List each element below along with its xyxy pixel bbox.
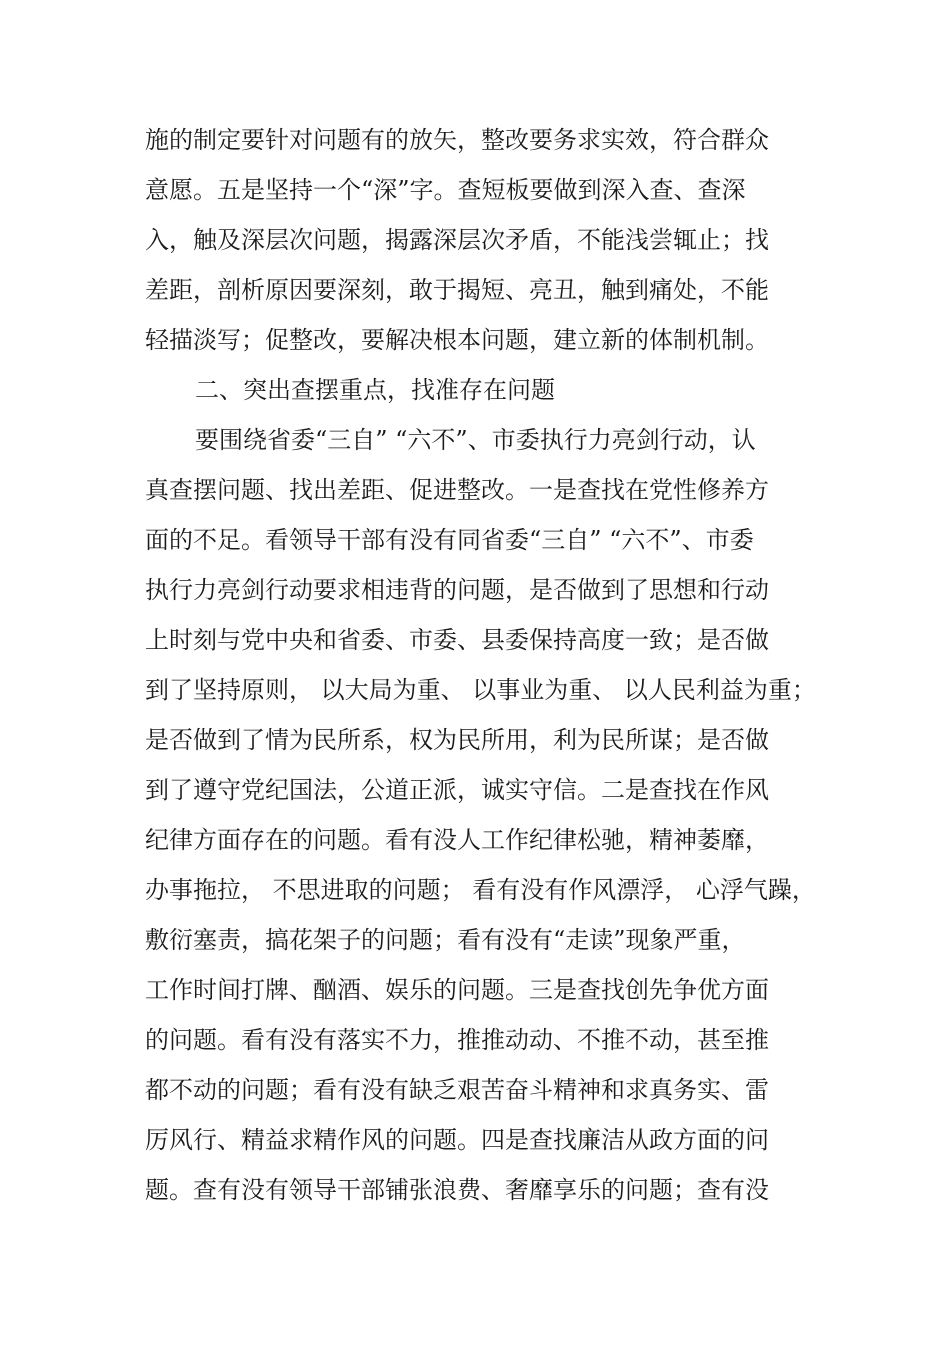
paragraph-line: 的问题。看有没有落实不力，推推动动、不推不动，甚至推 <box>145 1026 769 1054</box>
paragraph-line: 是否做到了情为民所系，权为民所用，利为民所谋；是否做 <box>145 726 769 754</box>
paragraph-line: 敷衍塞责，搞花架子的问题；看有没有“走读”现象严重， <box>145 926 746 954</box>
paragraph-line: 纪律方面存在的问题。看有没人工作纪律松驰，精神萎靡， <box>145 826 769 854</box>
paragraph-line: 要围绕省委“三自” “六不”、市委执行力亮剑行动，认 <box>195 426 756 454</box>
paragraph-line: 真查摆问题、找出差距、促进整改。一是查找在党性修养方 <box>145 476 769 504</box>
paragraph-line: 入，触及深层次问题，揭露深层次矛盾，不能浅尝辄止；找 <box>145 226 769 254</box>
paragraph-line: 意愿。五是坚持一个“深”字。查短板要做到深入查、查深 <box>145 176 746 204</box>
paragraph-line: 上时刻与党中央和省委、市委、县委保持高度一致；是否做 <box>145 626 769 654</box>
paragraph-line: 执行力亮剑行动要求相违背的问题，是否做到了思想和行动 <box>145 576 769 604</box>
paragraph-line: 题。查有没有领导干部铺张浪费、奢靡享乐的问题；查有没 <box>145 1176 769 1204</box>
paragraph-line: 施的制定要针对问题有的放矢，整改要务求实效，符合群众 <box>145 126 769 154</box>
paragraph-line: 厉风行、精益求精作风的问题。四是查找廉洁从政方面的问 <box>145 1126 769 1154</box>
paragraph-line: 到了遵守党纪国法，公道正派，诚实守信。二是查找在作风 <box>145 776 769 804</box>
section-heading: 二、突出查摆重点，找准存在问题 <box>195 376 555 404</box>
paragraph-line: 轻描淡写；促整改，要解决根本问题，建立新的体制机制。 <box>145 326 769 354</box>
paragraph-line: 到了坚持原则， 以大局为重、 以事业为重、 以人民利益为重； <box>145 676 816 704</box>
paragraph-line: 都不动的问题；看有没有缺乏艰苦奋斗精神和求真务实、雷 <box>145 1076 769 1104</box>
paragraph-line: 工作时间打牌、酗酒、娱乐的问题。三是查找创先争优方面 <box>145 976 769 1004</box>
paragraph-line: 办事拖拉， 不思进取的问题； 看有没有作风漂浮， 心浮气躁， <box>145 876 816 904</box>
paragraph-line: 面的不足。看领导干部有没有同省委“三自” “六不”、市委 <box>145 526 754 554</box>
paragraph-line: 差距，剖析原因要深刻，敢于揭短、亮丑，触到痛处，不能 <box>145 276 769 304</box>
